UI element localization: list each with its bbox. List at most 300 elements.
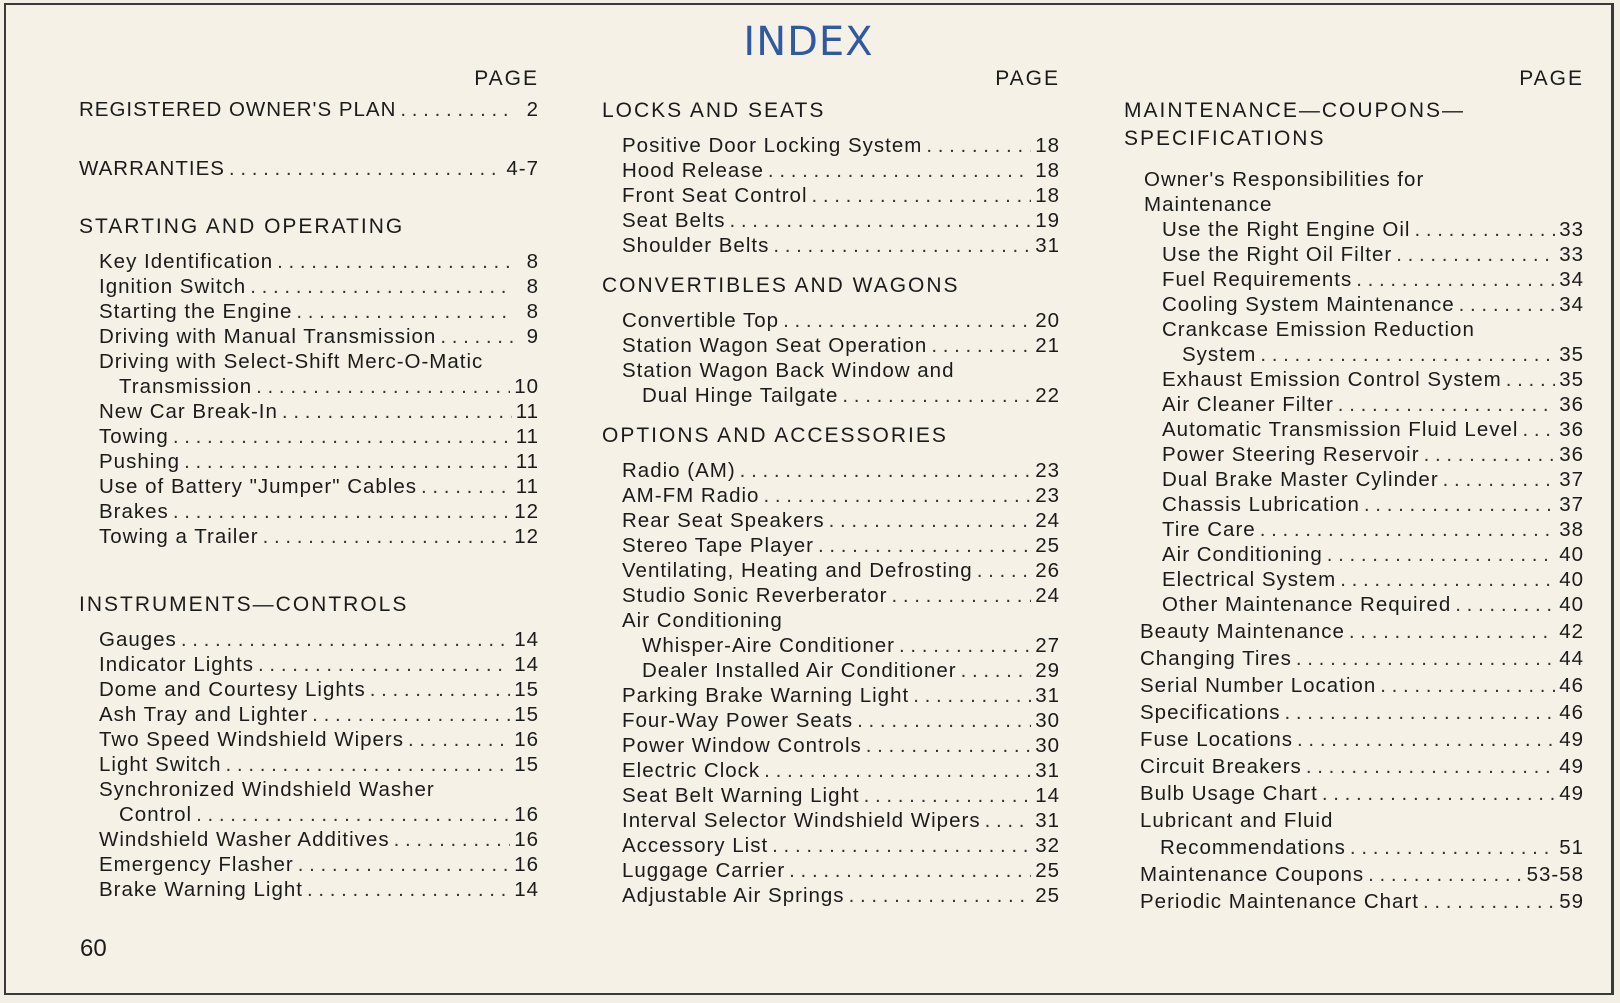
index-entry (622, 533, 1060, 558)
dot-leader (258, 652, 510, 677)
index-entry-page: 40 (1559, 593, 1584, 616)
index-entry-page: 22 (1035, 384, 1060, 407)
index-entry-label: Bulb Usage Chart (1140, 782, 1318, 805)
index-entry-page: 29 (1035, 659, 1060, 682)
dot-leader (1455, 592, 1555, 617)
index-entry (1140, 700, 1584, 725)
dot-leader (931, 333, 1031, 358)
index-entry (622, 133, 1060, 158)
index-entry (622, 833, 1060, 858)
index-entry-label: Crankcase Emission Reduction (1162, 318, 1475, 341)
index-entry (1140, 781, 1584, 806)
index-entry-label: Rear Seat Speakers (622, 509, 825, 532)
index-entry-label: Serial Number Location (1140, 674, 1377, 697)
index-entry (99, 499, 539, 524)
index-entry-page: 14 (514, 653, 539, 676)
index-entry-label: Air Cleaner Filter (1162, 393, 1334, 416)
dot-leader (1364, 492, 1555, 517)
index-entry-page: 25 (1035, 859, 1060, 882)
index-entry-label: Gauges (99, 628, 177, 651)
index-page (4, 3, 1614, 995)
dot-leader (226, 752, 511, 777)
index-entry-page: 14 (1035, 784, 1060, 807)
dot-leader (1338, 392, 1555, 417)
index-entry-label: Air Conditioning (1162, 543, 1323, 566)
index-entry (99, 627, 539, 652)
index-entry (622, 183, 1060, 208)
index-entry-label: Cooling System Maintenance (1162, 293, 1455, 316)
dot-leader (277, 249, 513, 274)
index-entry-label: Station Wagon Back Window and (622, 359, 955, 382)
dot-leader (1284, 700, 1555, 725)
dot-leader (789, 858, 1031, 883)
index-entry (1162, 467, 1584, 492)
dot-leader (891, 583, 1031, 608)
index-entry (99, 349, 539, 374)
entries-maintenance (1140, 619, 1584, 914)
dot-leader (1459, 292, 1556, 317)
index-entry-label: New Car Break-In (99, 400, 278, 423)
index-entry-page: 36 (1559, 393, 1584, 416)
dot-leader (977, 558, 1032, 583)
index-entry (1140, 808, 1584, 833)
dot-leader (173, 499, 510, 524)
section-heading-convertibles: CONVERTIBLES AND WAGONS (602, 274, 960, 297)
index-entry-label: Automatic Transmission Fluid Level (1162, 418, 1519, 441)
index-entry-label: Maintenance Coupons (1140, 863, 1365, 886)
index-entry-page: 21 (1035, 334, 1060, 357)
index-column-3 (1124, 65, 1584, 914)
dot-leader (1306, 754, 1555, 779)
owner-responsibilities-line1: Owner's Responsibilities for (1144, 168, 1425, 191)
index-entry-page: 30 (1035, 734, 1060, 757)
index-entry-label: Other Maintenance Required (1162, 593, 1452, 616)
index-entry-label: Control (119, 803, 193, 826)
index-entry-page: 35 (1559, 343, 1584, 366)
index-entry (1162, 542, 1584, 567)
index-entry (99, 424, 539, 449)
index-entry (1162, 367, 1584, 392)
index-entry-label: Luggage Carrier (622, 859, 786, 882)
dot-leader (296, 299, 513, 324)
index-entry-page: 12 (514, 500, 539, 523)
index-entry-label: Dealer Installed Air Conditioner (642, 659, 957, 682)
index-entry (1140, 889, 1584, 914)
index-entry (622, 508, 1060, 533)
index-entry (1140, 727, 1584, 752)
page-column-header: PAGE (474, 67, 539, 90)
dot-leader (1380, 673, 1555, 698)
dot-leader (842, 383, 1031, 408)
index-entry-page: 16 (514, 803, 539, 826)
index-entry-label: Beauty Maintenance (1140, 620, 1345, 643)
dot-leader (740, 458, 1032, 483)
index-entry (99, 274, 539, 299)
index-entry-page: 35 (1559, 368, 1584, 391)
dot-leader (1506, 367, 1555, 392)
index-entry (622, 608, 1060, 633)
index-entry-label: Dual Brake Master Cylinder (1162, 468, 1439, 491)
index-entry-label: Radio (AM) (622, 459, 736, 482)
dot-leader (768, 158, 1031, 183)
section-heading-maintenance-1: MAINTENANCE—COUPONS— (1124, 99, 1466, 122)
index-entry (79, 97, 539, 122)
index-entry-label: Light Switch (99, 753, 222, 776)
dot-leader (250, 274, 513, 299)
index-entry-page: 32 (1035, 834, 1060, 857)
index-entry (622, 658, 1060, 683)
index-entry (99, 677, 539, 702)
dot-leader (1260, 517, 1556, 542)
entries-instruments (99, 627, 539, 902)
dot-leader (1296, 646, 1555, 671)
index-entry (99, 524, 539, 549)
section-heading-instruments: INSTRUMENTS—CONTROLS (79, 593, 409, 616)
index-entry-label: Shoulder Belts (622, 234, 770, 257)
dot-leader (729, 208, 1031, 233)
index-entry-label: Indicator Lights (99, 653, 255, 676)
index-entry-label: Fuse Locations (1140, 728, 1294, 751)
index-entry-page: 49 (1559, 755, 1584, 778)
index-entry-page: 18 (1035, 134, 1060, 157)
dot-leader (307, 877, 510, 902)
top-entries (79, 97, 539, 181)
index-entry-page: 53-58 (1526, 863, 1584, 886)
index-entry-page: 4-7 (506, 157, 539, 180)
dot-leader (985, 808, 1032, 833)
index-entry (1162, 442, 1584, 467)
dot-leader (173, 424, 512, 449)
index-entry-page: 34 (1559, 293, 1584, 316)
dot-leader (849, 883, 1032, 908)
index-entry (99, 752, 539, 777)
index-entry (1140, 754, 1584, 779)
index-entry-page: 14 (514, 878, 539, 901)
index-entry-label: Brake Warning Light (99, 878, 303, 901)
dot-leader (421, 474, 512, 499)
index-entry (1162, 517, 1584, 542)
entries-convertibles (622, 308, 1060, 408)
index-entry-label: Chassis Lubrication (1162, 493, 1360, 516)
index-entry-page: 36 (1559, 418, 1584, 441)
index-entry (622, 758, 1060, 783)
page-column-header: PAGE (1519, 67, 1584, 90)
index-entry (622, 633, 1060, 658)
dot-leader (370, 677, 510, 702)
index-entry (622, 358, 1060, 383)
index-entry-label: Periodic Maintenance Chart (1140, 890, 1419, 913)
dot-leader (1443, 467, 1556, 492)
index-entry (622, 683, 1060, 708)
index-entry-label: Driving with Manual Transmission (99, 325, 437, 348)
page-number: 60 (80, 935, 107, 962)
index-entry-page: 18 (1035, 159, 1060, 182)
index-entry (622, 333, 1060, 358)
index-column-2 (602, 65, 1060, 908)
index-entry-label: Tire Care (1162, 518, 1256, 541)
dot-leader (1424, 442, 1556, 467)
index-entry (1162, 492, 1584, 517)
index-entry-label: Stereo Tape Player (622, 534, 814, 557)
index-entry-label: Exhaust Emission Control System (1162, 368, 1502, 391)
index-entry-page: 11 (515, 475, 539, 498)
dot-leader (812, 183, 1032, 208)
index-entry-page: 14 (514, 628, 539, 651)
index-entry-page: 49 (1559, 782, 1584, 805)
dot-leader (961, 658, 1032, 683)
dot-leader (1522, 417, 1555, 442)
index-entry (99, 802, 539, 827)
dot-leader (1414, 217, 1555, 242)
index-entry (622, 208, 1060, 233)
index-entry (622, 483, 1060, 508)
index-entry (622, 558, 1060, 583)
index-entry-page: 51 (1559, 836, 1584, 859)
dot-leader (312, 702, 510, 727)
section-heading-locks: LOCKS AND SEATS (602, 99, 826, 122)
index-entry-label: Studio Sonic Reverberator (622, 584, 888, 607)
index-entry-page: 42 (1559, 620, 1584, 643)
index-entry-label: Seat Belts (622, 209, 726, 232)
index-entry (99, 827, 539, 852)
index-entry (622, 783, 1060, 808)
index-entry (1162, 217, 1584, 242)
dot-leader (1423, 889, 1555, 914)
index-entry (1162, 317, 1584, 342)
index-entry-label: Circuit Breakers (1140, 755, 1302, 778)
index-entry (622, 733, 1060, 758)
index-entry-label: Seat Belt Warning Light (622, 784, 860, 807)
dot-leader (1350, 835, 1555, 860)
index-entry-label: Dual Hinge Tailgate (642, 384, 839, 407)
index-entry-page: 34 (1559, 268, 1584, 291)
index-entry-label: Driving with Select-Shift Merc-O-Matic (99, 350, 484, 373)
index-entry-label: Ignition Switch (99, 275, 247, 298)
dot-leader (763, 483, 1031, 508)
index-entry-page: 33 (1559, 243, 1584, 266)
index-entry-label: Ash Tray and Lighter (99, 703, 309, 726)
index-entry (1140, 646, 1584, 671)
index-entry-label: Adjustable Air Springs (622, 884, 845, 907)
index-entry-label: Synchronized Windshield Washer (99, 778, 435, 801)
dot-leader (1327, 542, 1555, 567)
entries-options (622, 458, 1060, 908)
index-entry-page: 8 (526, 300, 539, 323)
dot-leader (400, 97, 513, 122)
index-entry (99, 249, 539, 274)
dot-leader (1368, 862, 1522, 887)
dot-leader (408, 727, 510, 752)
index-entry-page: 31 (1035, 759, 1060, 782)
dot-leader (818, 533, 1031, 558)
index-entry-label: Pushing (99, 450, 181, 473)
index-entry-page: 8 (526, 275, 539, 298)
index-entry-label: Interval Selector Windshield Wipers (622, 809, 981, 832)
entries-locks (622, 133, 1060, 258)
index-entry-label: Ventilating, Heating and Defrosting (622, 559, 973, 582)
index-entry-page: 46 (1559, 701, 1584, 724)
index-entry-page: 16 (514, 828, 539, 851)
index-entry-label: Dome and Courtesy Lights (99, 678, 366, 701)
index-entry (622, 883, 1060, 908)
index-entry (1140, 862, 1584, 887)
index-entry-page: 23 (1035, 484, 1060, 507)
index-entry-page: 18 (1035, 184, 1060, 207)
index-entry (99, 852, 539, 877)
index-entry-label: Towing (99, 425, 169, 448)
index-entry-label: Hood Release (622, 159, 764, 182)
index-entry-page: 24 (1035, 509, 1060, 532)
index-entry-label: Electrical System (1162, 568, 1337, 591)
index-entry-page: 46 (1559, 674, 1584, 697)
entries-owner (1162, 217, 1584, 617)
index-entry-page: 8 (526, 250, 539, 273)
index-entry-label: Use of Battery "Jumper" Cables (99, 475, 418, 498)
index-entry-label: Brakes (99, 500, 169, 523)
index-entry-page: 49 (1559, 728, 1584, 751)
dot-leader (829, 508, 1032, 533)
index-entry (622, 583, 1060, 608)
dot-leader (196, 802, 510, 827)
index-entry-label: Accessory List (622, 834, 769, 857)
index-entry-label: Station Wagon Seat Operation (622, 334, 928, 357)
section-heading-maintenance-2: SPECIFICATIONS (1124, 127, 1326, 150)
index-entry-label: Parking Brake Warning Light (622, 684, 910, 707)
index-entry-label: AM-FM Radio (622, 484, 760, 507)
index-entry (1162, 567, 1584, 592)
index-entry-page: 31 (1035, 809, 1060, 832)
index-entry-page: 30 (1035, 709, 1060, 732)
index-entry-label: Four-Way Power Seats (622, 709, 854, 732)
dot-leader (773, 233, 1031, 258)
dot-leader (1356, 267, 1555, 292)
index-entry (99, 727, 539, 752)
index-entry (99, 474, 539, 499)
index-entry-page: 36 (1559, 443, 1584, 466)
index-entry-page: 59 (1559, 890, 1584, 913)
index-entry-label: Towing a Trailer (99, 525, 259, 548)
index-entry-page: 25 (1035, 884, 1060, 907)
index-entry (1162, 242, 1584, 267)
dot-leader (783, 308, 1031, 333)
index-entry-page: 26 (1035, 559, 1060, 582)
dot-leader (764, 758, 1031, 783)
index-entry-label: System (1182, 343, 1257, 366)
index-entry-label: Air Conditioning (622, 609, 783, 632)
index-entry-page: 16 (514, 853, 539, 876)
dot-leader (440, 324, 513, 349)
index-entry (1140, 619, 1584, 644)
index-entry-label: Transmission (119, 375, 253, 398)
index-entry (622, 383, 1060, 408)
dot-leader (866, 733, 1031, 758)
index-entry-label: Starting the Engine (99, 300, 293, 323)
index-entry-page: 15 (514, 678, 539, 701)
index-entry (622, 308, 1060, 333)
index-entry-page: 9 (526, 325, 539, 348)
index-entry (622, 808, 1060, 833)
dot-leader (263, 524, 511, 549)
index-entry-page: 10 (514, 375, 539, 398)
dot-leader (1297, 727, 1555, 752)
dot-leader (181, 627, 510, 652)
index-entry-label: Specifications (1140, 701, 1281, 724)
index-entry (622, 708, 1060, 733)
dot-leader (394, 827, 511, 852)
dot-leader (184, 449, 512, 474)
index-entry-page: 37 (1559, 468, 1584, 491)
index-entry-page: 44 (1559, 647, 1584, 670)
index-entry-page: 11 (515, 425, 539, 448)
index-entry-label: Recommendations (1160, 836, 1346, 859)
dot-leader (256, 374, 510, 399)
index-entry (99, 449, 539, 474)
page-column-header: PAGE (995, 67, 1060, 90)
index-entry-label: Two Speed Windshield Wipers (99, 728, 405, 751)
index-entry-label: Whisper-Aire Conditioner (642, 634, 896, 657)
index-entry (1162, 417, 1584, 442)
index-entry (99, 374, 539, 399)
index-entry-page: 25 (1035, 534, 1060, 557)
index-entry (1162, 342, 1584, 367)
dot-leader (298, 852, 510, 877)
index-entry-label: Convertible Top (622, 309, 780, 332)
index-entry (99, 877, 539, 902)
index-column-1 (79, 65, 539, 902)
entries-starting (99, 249, 539, 549)
index-entry (99, 399, 539, 424)
index-entry-label: Use the Right Oil Filter (1162, 243, 1393, 266)
index-entry-page: 20 (1035, 309, 1060, 332)
dot-leader (1396, 242, 1555, 267)
index-entry-page: 24 (1035, 584, 1060, 607)
index-entry-label: Fuel Requirements (1162, 268, 1353, 291)
index-entry (622, 158, 1060, 183)
index-entry-page: 12 (514, 525, 539, 548)
dot-leader (864, 783, 1032, 808)
index-entry (1140, 835, 1584, 860)
index-entry-label: Electric Clock (622, 759, 761, 782)
index-entry-page: 23 (1035, 459, 1060, 482)
page-title: INDEX (743, 19, 874, 65)
index-entry (99, 777, 539, 802)
index-entry-label: Power Window Controls (622, 734, 862, 757)
index-entry-page: 11 (515, 450, 539, 473)
index-entry (99, 299, 539, 324)
index-entry (99, 702, 539, 727)
index-entry (99, 324, 539, 349)
index-entry (1140, 673, 1584, 698)
dot-leader (926, 133, 1031, 158)
index-entry-label: Key Identification (99, 250, 274, 273)
index-entry (1162, 267, 1584, 292)
index-entry-page: 2 (526, 98, 539, 121)
dot-leader (899, 633, 1031, 658)
index-entry-label: Changing Tires (1140, 647, 1292, 670)
index-entry (622, 233, 1060, 258)
index-entry-page: 27 (1035, 634, 1060, 657)
index-entry-page: 15 (514, 703, 539, 726)
index-entry (1162, 292, 1584, 317)
dot-leader (857, 708, 1031, 733)
index-entry (1162, 592, 1584, 617)
index-entry-page: 33 (1559, 218, 1584, 241)
dot-leader (229, 156, 502, 181)
index-entry-label: Lubricant and Fluid (1140, 809, 1334, 832)
index-entry (622, 458, 1060, 483)
dot-leader (913, 683, 1031, 708)
index-entry-page: 11 (515, 400, 539, 423)
